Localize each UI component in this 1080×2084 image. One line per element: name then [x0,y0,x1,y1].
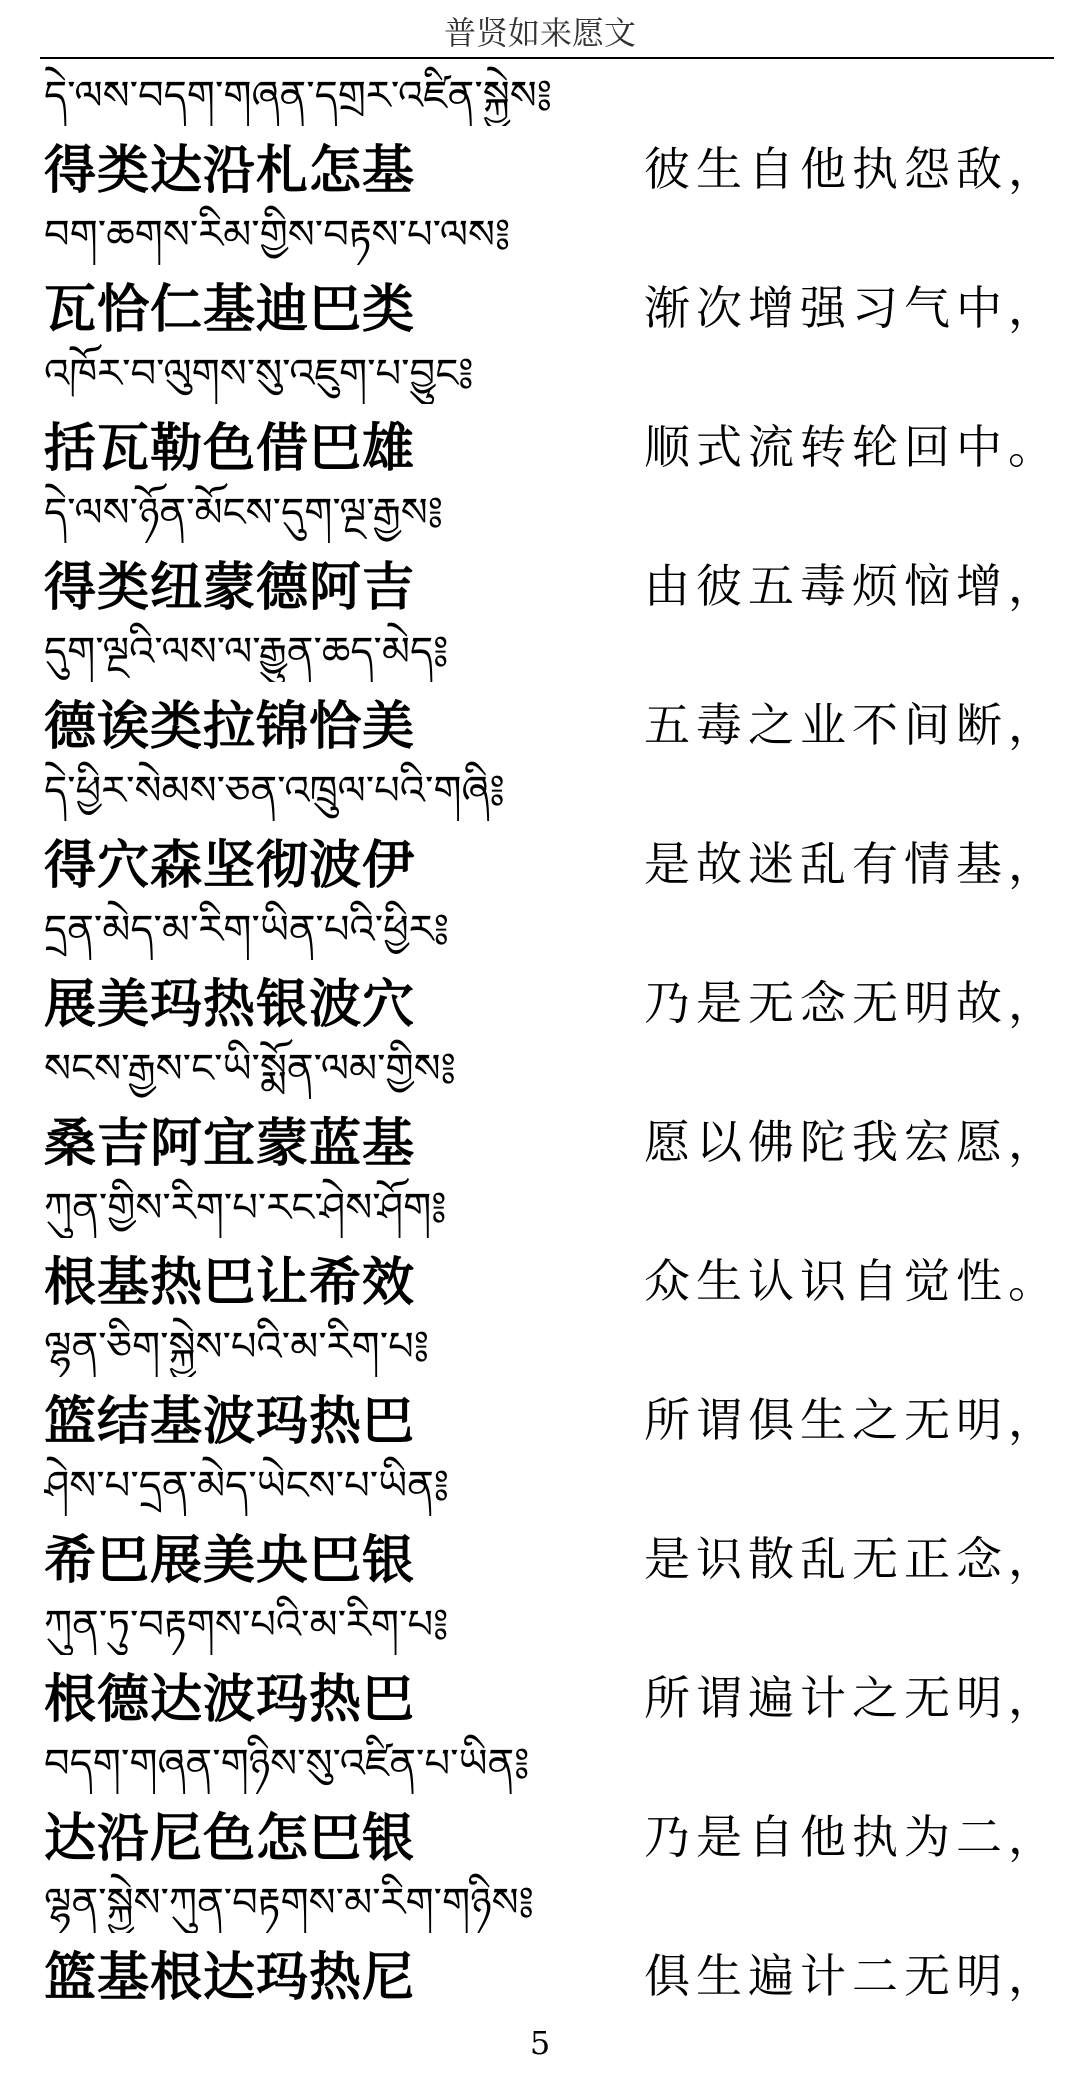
chinese-row [44,1377,1060,1456]
translation-text: 乃是无念无明故， [644,975,1060,1030]
chinese-row [44,543,1060,622]
tibetan-line: བག་ཆགས་རིམ་གྱིས་བརྟས་པ་ལས༔ [44,212,511,258]
chinese-row [44,265,1060,344]
tibetan-line: དྲན་མེད་མ་རིག་ཡིན་པའི་ཕྱིར༔ [44,907,449,953]
header-divider [40,57,1054,59]
tibetan-line: འཁོར་བ་ལུགས་སུ་འཇུག་པ་བྱུང༔ [44,351,474,397]
phonetic-text: 括瓦勒色借巴雄 [44,418,416,479]
verse [44,761,1060,900]
verse [44,1456,1060,1595]
verse [44,344,1060,483]
page-header-title: 普贤如来愿文 [443,14,636,52]
phonetic-text: 德诶类拉锦恰美 [44,696,416,757]
tibetan-line: ཤེས་པ་དྲན་མེད་ཡེངས་པ་ཡིན༔ [44,1463,449,1509]
verse [44,1595,1060,1734]
verse [44,1178,1060,1317]
chinese-row [44,1933,1060,2012]
phonetic-text: 得类达沿札怎基 [44,140,416,201]
tibetan-line: ཀུན་ཏུ་བརྟགས་པའི་མ་རིག་པ༔ [44,1602,449,1648]
verse [44,483,1060,622]
chinese-row [44,960,1060,1039]
chinese-row [44,1655,1060,1734]
translation-text: 由彼五毒烦恼增， [644,558,1060,613]
tibetan-line: ཀུན་གྱིས་རིག་པ་རང་ཤེས་ཤོག༔ [44,1185,447,1231]
phonetic-text: 篮结基波玛热巴 [44,1391,416,1452]
tibetan-line: ལྷན་ཅིག་སྐྱེས་པའི་མ་རིག་པ༔ [44,1324,429,1370]
phonetic-text: 展美玛热银波穴 [44,974,416,1035]
phonetic-text: 根德达波玛热巴 [44,1669,416,1730]
tibetan-line: བདག་གཞན་གཉིས་སུ་འཛིན་པ་ཡིན༔ [44,1741,530,1787]
tibetan-line: དེ་ལས་ཉོན་མོངས་དུག་ལྔ་རྒྱས༔ [44,490,443,536]
phonetic-text: 希巴展美央巴银 [44,1530,416,1591]
verse [44,1317,1060,1456]
phonetic-text: 得类纽蒙德阿吉 [44,557,416,618]
chinese-row [44,682,1060,761]
verse [44,205,1060,344]
phonetic-text: 篮基根达玛热尼 [44,1947,416,2008]
verse [44,66,1060,205]
chinese-row [44,404,1060,483]
verse [44,622,1060,761]
phonetic-text: 达沿尼色怎巴银 [44,1808,416,1869]
translation-text: 愿以佛陀我宏愿， [644,1114,1060,1169]
chinese-row [44,1516,1060,1595]
translation-text: 顺式流转轮回中。 [644,419,1060,474]
page-number: 5 [529,2024,551,2062]
verse-list [44,66,1060,2012]
chinese-row [44,1238,1060,1317]
verse [44,1039,1060,1178]
translation-text: 是识散乱无正念， [644,1531,1060,1586]
phonetic-text: 根基热巴让希效 [44,1252,416,1313]
translation-text: 是故迷乱有情基， [644,836,1060,891]
tibetan-line: ལྷན་སྐྱེས་ཀུན་བརྟགས་མ་རིག་གཉིས༔ [44,1880,534,1926]
translation-text: 所谓俱生之无明， [644,1392,1060,1447]
verse [44,1873,1060,2012]
chinese-row [44,1099,1060,1178]
translation-text: 俱生遍计二无明， [644,1948,1060,2003]
chinese-row [44,126,1060,205]
verse [44,900,1060,1039]
phonetic-text: 桑吉阿宜蒙蓝基 [44,1113,416,1174]
tibetan-line: སངས་རྒྱས་ང་ཡི་སྨོན་ལམ་གྱིས༔ [44,1046,456,1092]
chinese-row [44,821,1060,900]
tibetan-line: དེ་ལས་བདག་གཞན་དགྲར་འཛིན་སྐྱེས༔ [44,73,552,119]
tibetan-line: དེ་ཕྱིར་སེམས་ཅན་འཁྲུལ་པའི་གཞི༔ [44,768,505,814]
translation-text: 五毒之业不间断， [644,697,1060,752]
translation-text: 渐次增强习气中， [644,280,1060,335]
translation-text: 彼生自他执怨敌， [644,141,1060,196]
translation-text: 众生认识自觉性。 [644,1253,1060,1308]
translation-text: 所谓遍计之无明， [644,1670,1060,1725]
phonetic-text: 瓦恰仁基迪巴类 [44,279,416,340]
phonetic-text: 得穴森坚彻波伊 [44,835,416,896]
chinese-row [44,1794,1060,1873]
verse [44,1734,1060,1873]
translation-text: 乃是自他执为二， [644,1809,1060,1864]
tibetan-line: དུག་ལྔའི་ལས་ལ་རྒྱུན་ཆད་མེད༔ [44,629,449,675]
